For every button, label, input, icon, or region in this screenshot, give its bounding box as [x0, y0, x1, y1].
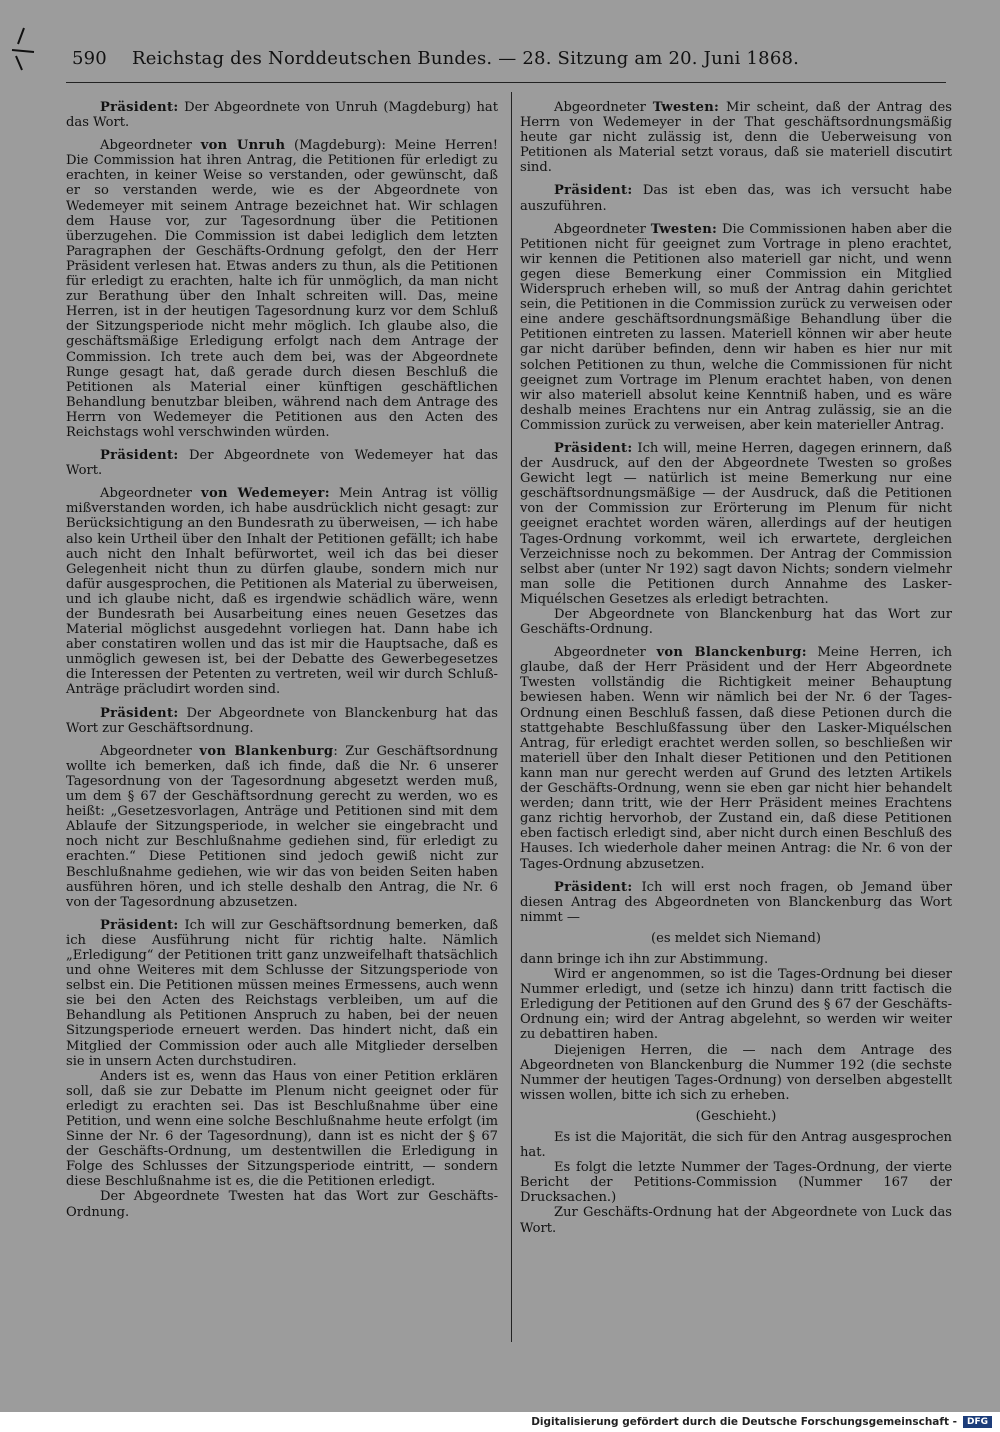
paragraph-text: : Zur Geschäftsordnung wollte ich bemerken, daß ich finde, daß die Nr. 6 unserer Tagesordnung von der Tagesordnung abgesetzt werden muß, um dem § 67 der Geschäftsordnung gerecht zu werden, wo es heißt: „Gesetzesvorlagen, Anträge und Petitionen sind mit dem Ablaufe der Sitzungsperiode, in welcher sie eingebracht und noch nicht zur Beschlußnahme gediehen sind, für erledigt zu erachten.“ Diese Petitionen sind jedoch gewiß nicht zur Beschlußnahme gediehen, wie wir das von beiden Seiten haben ausführen hören, und ich stelle deshalb den Antrag, die Nr. 6 von der Tagesordnung abzusetzen. [66, 743, 499, 910]
paragraph-text: Der Abgeordnete von Wedemeyer hat das Wort. [66, 448, 498, 479]
paragraph [66, 100, 498, 130]
paragraph-text: Meine Herren, ich glaube, daß der Herr Präsident und der Herr Abgeordnete Twesten vollständig die Richtigkeit meiner Behauptung bewiesen haben. Wenn wir nämlich bei der Nr. 6 der Tages-Ordnung einen Beschluß fassen, daß diese Petionen durch die stattgehabte Beschlußfassung über den Lasker-Miquélschen Antrag, für erledigt erachtet werden sollen, so beschließen wir materiell über den Inhalt dieser Petitionen und den Petitionen kann man nur gerecht werden auf Grund des letzten Artikels der Geschäfts-Ordnung, wenn sie eben gar nicht hier behandelt werden; dann tritt, wie der Herr Präsident meines Erachtens ganz richtig hervorhob, der Zustand ein, daß diese Petitionen eben factisch erledigt sind, aber nicht durch einen Beschluß des Hauses. Ich wiederhole daher meinen Antrag: die Nr. 6 von der Tages-Ordnung abzusetzen. [520, 645, 953, 872]
speaker-name: Twesten: [652, 100, 720, 115]
speaker-name: Präsident: [554, 183, 633, 199]
speaker-title: Abgeordneter [100, 138, 201, 154]
paragraph [520, 1130, 952, 1160]
paragraph-text: Ich will erst noch fragen, ob Jemand über diesen Antrag des Abgeordneten von Blanckenburg das Wort nimmt — [520, 879, 952, 925]
speaker-title: Abgeordneter [554, 221, 651, 237]
page-number: 590 [72, 48, 107, 69]
paragraph-text: Mein Antrag ist völlig mißverstanden worden, ich habe ausdrücklich nicht gesagt: zur Berücksichtigung an den Bundesrath zu überweisen, — ich habe also kein Urtheil über den Inhalt der Petitionen gefällt; ich habe auch nicht den Inhalt befürwortet, weil ich das bei dieser Gelegenheit nicht thun zu dürfen glaube, sondern mich nur dafür ausgesprochen, die Petitionen als Material zu überweisen, und ich glaube nicht, daß es irgendwie schädlich wäre, wenn der Bundesrath bei Ausarbeitung eines neuen Gesetzes das Material möglichst ausgedehnt vorliegen hat. Dann habe ich aber constatiren wollen und das ist mir die Hauptsache, daß es unmöglich gewesen ist, bei der Debatte des Gewerbegesetzes die Interessen der Petenten zu vertreten, weil wir durch Schluß-Anträge präcludirt worden sind. [66, 486, 498, 698]
running-head-title: Reichstag des Norddeutschen Bundes. — 28. Sitzung am 20. Juni 1868. [132, 48, 800, 69]
footer-bar [0, 1412, 1000, 1432]
paragraph [66, 486, 498, 697]
paragraph [66, 448, 498, 478]
paragraph-text: Ich will zur Geschäftsordnung bemerken, daß ich diese Ausführung nicht für richtig halte. Nämlich „Erledigung“ der Petitionen tritt ganz unzweifelhaft thatsächlich und ohne Weiteres mit dem Schlusse der Sitzungsperiode von selbst ein. Die Petitionen müssen meines Ermessens, auch wenn sie bei den Acten des Reichstags verbleiben, um auf die Behandlung als Petitionen Anspruch zu haben, bei der neuen Sitzungsperiode erneuert werden. Das hindert nicht, daß ein Mitglied der Commission oder auch alle Mitglieder derselben sie in unsern Acten durchstudiren. [66, 917, 498, 1069]
speaker-name: Präsident: [100, 705, 179, 721]
paragraph-text: (Magdeburg): Meine Herren! Die Commission hat ihren Antrag, die Petitionen für erledigt zu erachten, in keiner Weise so verstanden, oder gewünscht, daß er so verstanden werde, wie es der Abgeordnete von Wedemeyer mit seinem Antrage bezeichnet hat. Wir schlagen dem Hause vor, zur Tagesordnung über die Petitionen überzugehen. Die Commission ist dabei lediglich dem letzten Paragraphen der Geschäfts-Ordnung gefolgt, den der Herr Präsident verlesen hat. Etwas anders zu thun, als die Petitionen für erledigt zu erachten, halte ich für unmöglich, da man nicht zur Berathung über den Inhalt schreiten will. Das, meine Herren, ist in der heutigen Tagesordnung kurz vor dem Schluß der Sitzungsperiode nicht mehr möglich. Ich glaube also, die geschäftsmäßige Erledigung erfolgt nach dem Antrage der Commission. Ich trete auch dem bei, was der Abgeordnete Runge gesagt hat, daß gerade durch diesen Beschluß die Petitionen als Material einer künftigen geschäftlichen Behandlung benutzbar bleiben, während nach dem Antrage des Herrn von Wedemeyer die Petitionen aus den Acten des Reichstags wohl verschwinden würden. [66, 138, 499, 440]
speaker-title: Abgeordneter [100, 743, 200, 759]
paragraph [66, 706, 498, 736]
paragraph-text: Wird er angenommen, so ist die Tages-Ordnung bei dieser Nummer erledigt, und (setze ich hinzu) dann tritt factisch die Erledigung der Petitionen auf den Grund des § 67 der Geschäfts-Ordnung ein; wird der Antrag abgelehnt, so werden wir weiter zu debattiren haben. [520, 967, 952, 1043]
paragraph-text: Anders ist es, wenn das Haus von einer Petition erklären soll, daß sie zur Debatte im Plenum nicht geeignet oder für erledigt zu erachten sei. Das ist Beschlußnahme über eine Petition, und wenn eine solche Beschlußnahme heute erfolgt (im Sinne der Nr. 6 der Tagesordnung), dann ist es nicht der § 67 der Geschäfts-Ordnung, um destentwillen die Erledigung in Folge des Schlusses der Sitzungsperiode eintritt, — sondern diese Beschlußnahme ist es, die die Petitionen erledigt. [66, 1068, 498, 1190]
paragraph-text: Der Abgeordnete von Blanckenburg hat das Wort zur Geschäfts-Ordnung. [520, 607, 952, 638]
paragraph-text: Zur Geschäfts-Ordnung hat der Abgeordnete von Luck das Wort. [520, 1205, 952, 1236]
paragraph-text: Der Abgeordnete von Blanckenburg hat das Wort zur Geschäftsordnung. [66, 705, 498, 736]
paragraph [66, 918, 498, 1069]
paragraph-text: Es folgt die letzte Nummer der Tages-Ordnung, der vierte Bericht der Petitions-Commission (Nummer 167 der Drucksachen.) [520, 1160, 952, 1206]
speaker-name: Twesten: [650, 221, 718, 237]
speaker-name: Präsident: [100, 100, 179, 115]
stage-direction [520, 931, 952, 946]
footer-credit: Digitalisierung gefördert durch die Deutsche Forschungsgemeinschaft - [531, 1416, 957, 1428]
running-head [72, 48, 812, 78]
paragraph [520, 952, 952, 967]
stage-direction-text: (Geschieht.) [695, 1108, 777, 1124]
speaker-name: von Blanckenburg: [656, 645, 807, 661]
paragraph-text: Ich will, meine Herren, dagegen erinnern, daß der Ausdruck, auf den der Abgeordnete Twesten so großes Gewicht legt — natürlich ist meine Bemerkung nur eine geschäftsordnungsmäßige — der Ausdruck, daß die Petitionen von der Commission zur Erörterung im Plenum für nicht geeignet erachtet worden wären, allerdings auf der heutigen Tages-Ordnung vorkommt, weil ich erwartete, dergleichen Verzeichnisse noch zu bekommen. Der Antrag der Commission selbst aber (unter Nr 192) sagt davon Nichts; sondern vielmehr man solle die Petitionen durch Annahme des Lasker-Miquélschen Gesetzes als erledigt betrachten. [520, 440, 952, 607]
paragraph-text: Der Abgeordnete von Unruh (Magdeburg) hat das Wort. [66, 100, 498, 131]
speaker-name: von Wedemeyer: [201, 486, 330, 502]
header-rule [66, 82, 946, 83]
paragraph [520, 222, 952, 433]
speaker-name: Präsident: [100, 448, 179, 464]
paragraph-text: Das ist eben das, was ich versucht habe auszuführen. [520, 183, 952, 214]
speaker-name: von Blankenburg [199, 743, 334, 759]
paragraph [520, 183, 952, 213]
speaker-name: von Unruh [200, 138, 286, 154]
paragraph [520, 1205, 952, 1235]
paragraph [66, 1069, 498, 1190]
paragraph-text: Die Commissionen haben aber die Petitionen nicht für geeignet zum Vortrage in pleno erachtet, wir kennen die Petitionen also materiell gar nicht, und wenn gegen diese Bemerkung einer Commission ein Mitglied Widerspruch erheben will, so muß der Antrag dahin gerichtet sein, die Petitionen in die Commission zurück zu verweisen oder eine andere geschäftsordnungsmäßige Behandlung über die Petitionen eintreten zu lassen. Materiell können wir aber heute gar nicht darüber befinden, denn wir haben es hier nur mit solchen Petitionen zu thun, welche die Commissionen für nicht geeignet zum Vortrage im Plenum erachtet haben, von denen wir also materiell absolut keine Kenntniß haben, und es wäre deshalb meines Erachtens nur ein Antrag zulässig, sie an die Commission zurück zu verweisen, aber kein materieller Antrag. [520, 221, 952, 433]
stage-direction-text: (es meldet sich Niemand) [650, 930, 822, 946]
left-column [66, 92, 498, 1220]
paragraph [520, 607, 952, 637]
paragraph-text: Es ist die Majorität, die sich für den Antrag ausgesprochen hat. [520, 1130, 952, 1161]
speaker-title: Abgeordneter [100, 486, 202, 502]
paragraph [520, 967, 952, 1042]
paragraph [66, 138, 498, 440]
paragraph [520, 1160, 952, 1205]
speaker-name: Präsident: [554, 440, 633, 456]
speaker-name: Präsident: [554, 879, 633, 895]
speaker-title: Abgeordneter [554, 100, 653, 115]
column-divider [511, 92, 512, 1342]
right-column [520, 92, 952, 1236]
speaker-title: Abgeordneter [554, 645, 657, 661]
paragraph [66, 744, 498, 910]
paragraph-text: Mir scheint, daß der Antrag des Herrn von Wedemeyer in der That geschäftsordnungsmäßig heute gar nicht zulässig ist, denn die Ueberweisung von Petitionen als Material setzt voraus, daß sie materiell discutirt sind. [520, 100, 952, 176]
paragraph-text: Der Abgeordnete Twesten hat das Wort zur Geschäfts-Ordnung. [66, 1189, 498, 1220]
paragraph-text: dann bringe ich ihn zur Abstimmung. [520, 951, 769, 967]
stage-direction [520, 1109, 952, 1124]
paragraph [520, 645, 952, 871]
paragraph [520, 880, 952, 925]
paragraph [520, 1043, 952, 1103]
margin-pen-mark [8, 26, 38, 76]
paragraph [520, 441, 952, 607]
dfg-logo: DFG [963, 1416, 992, 1428]
paragraph-text: Diejenigen Herren, die — nach dem Antrage des Abgeordneten von Blanckenburg die Nummer 192 (die sechste Nummer der heutigen Tages-Ordnung) von derselben abgestellt wissen wollen, bitte ich sich zu erheben. [520, 1042, 952, 1103]
paragraph [520, 100, 952, 175]
paragraph [66, 1189, 498, 1219]
speaker-name: Präsident: [100, 917, 179, 933]
